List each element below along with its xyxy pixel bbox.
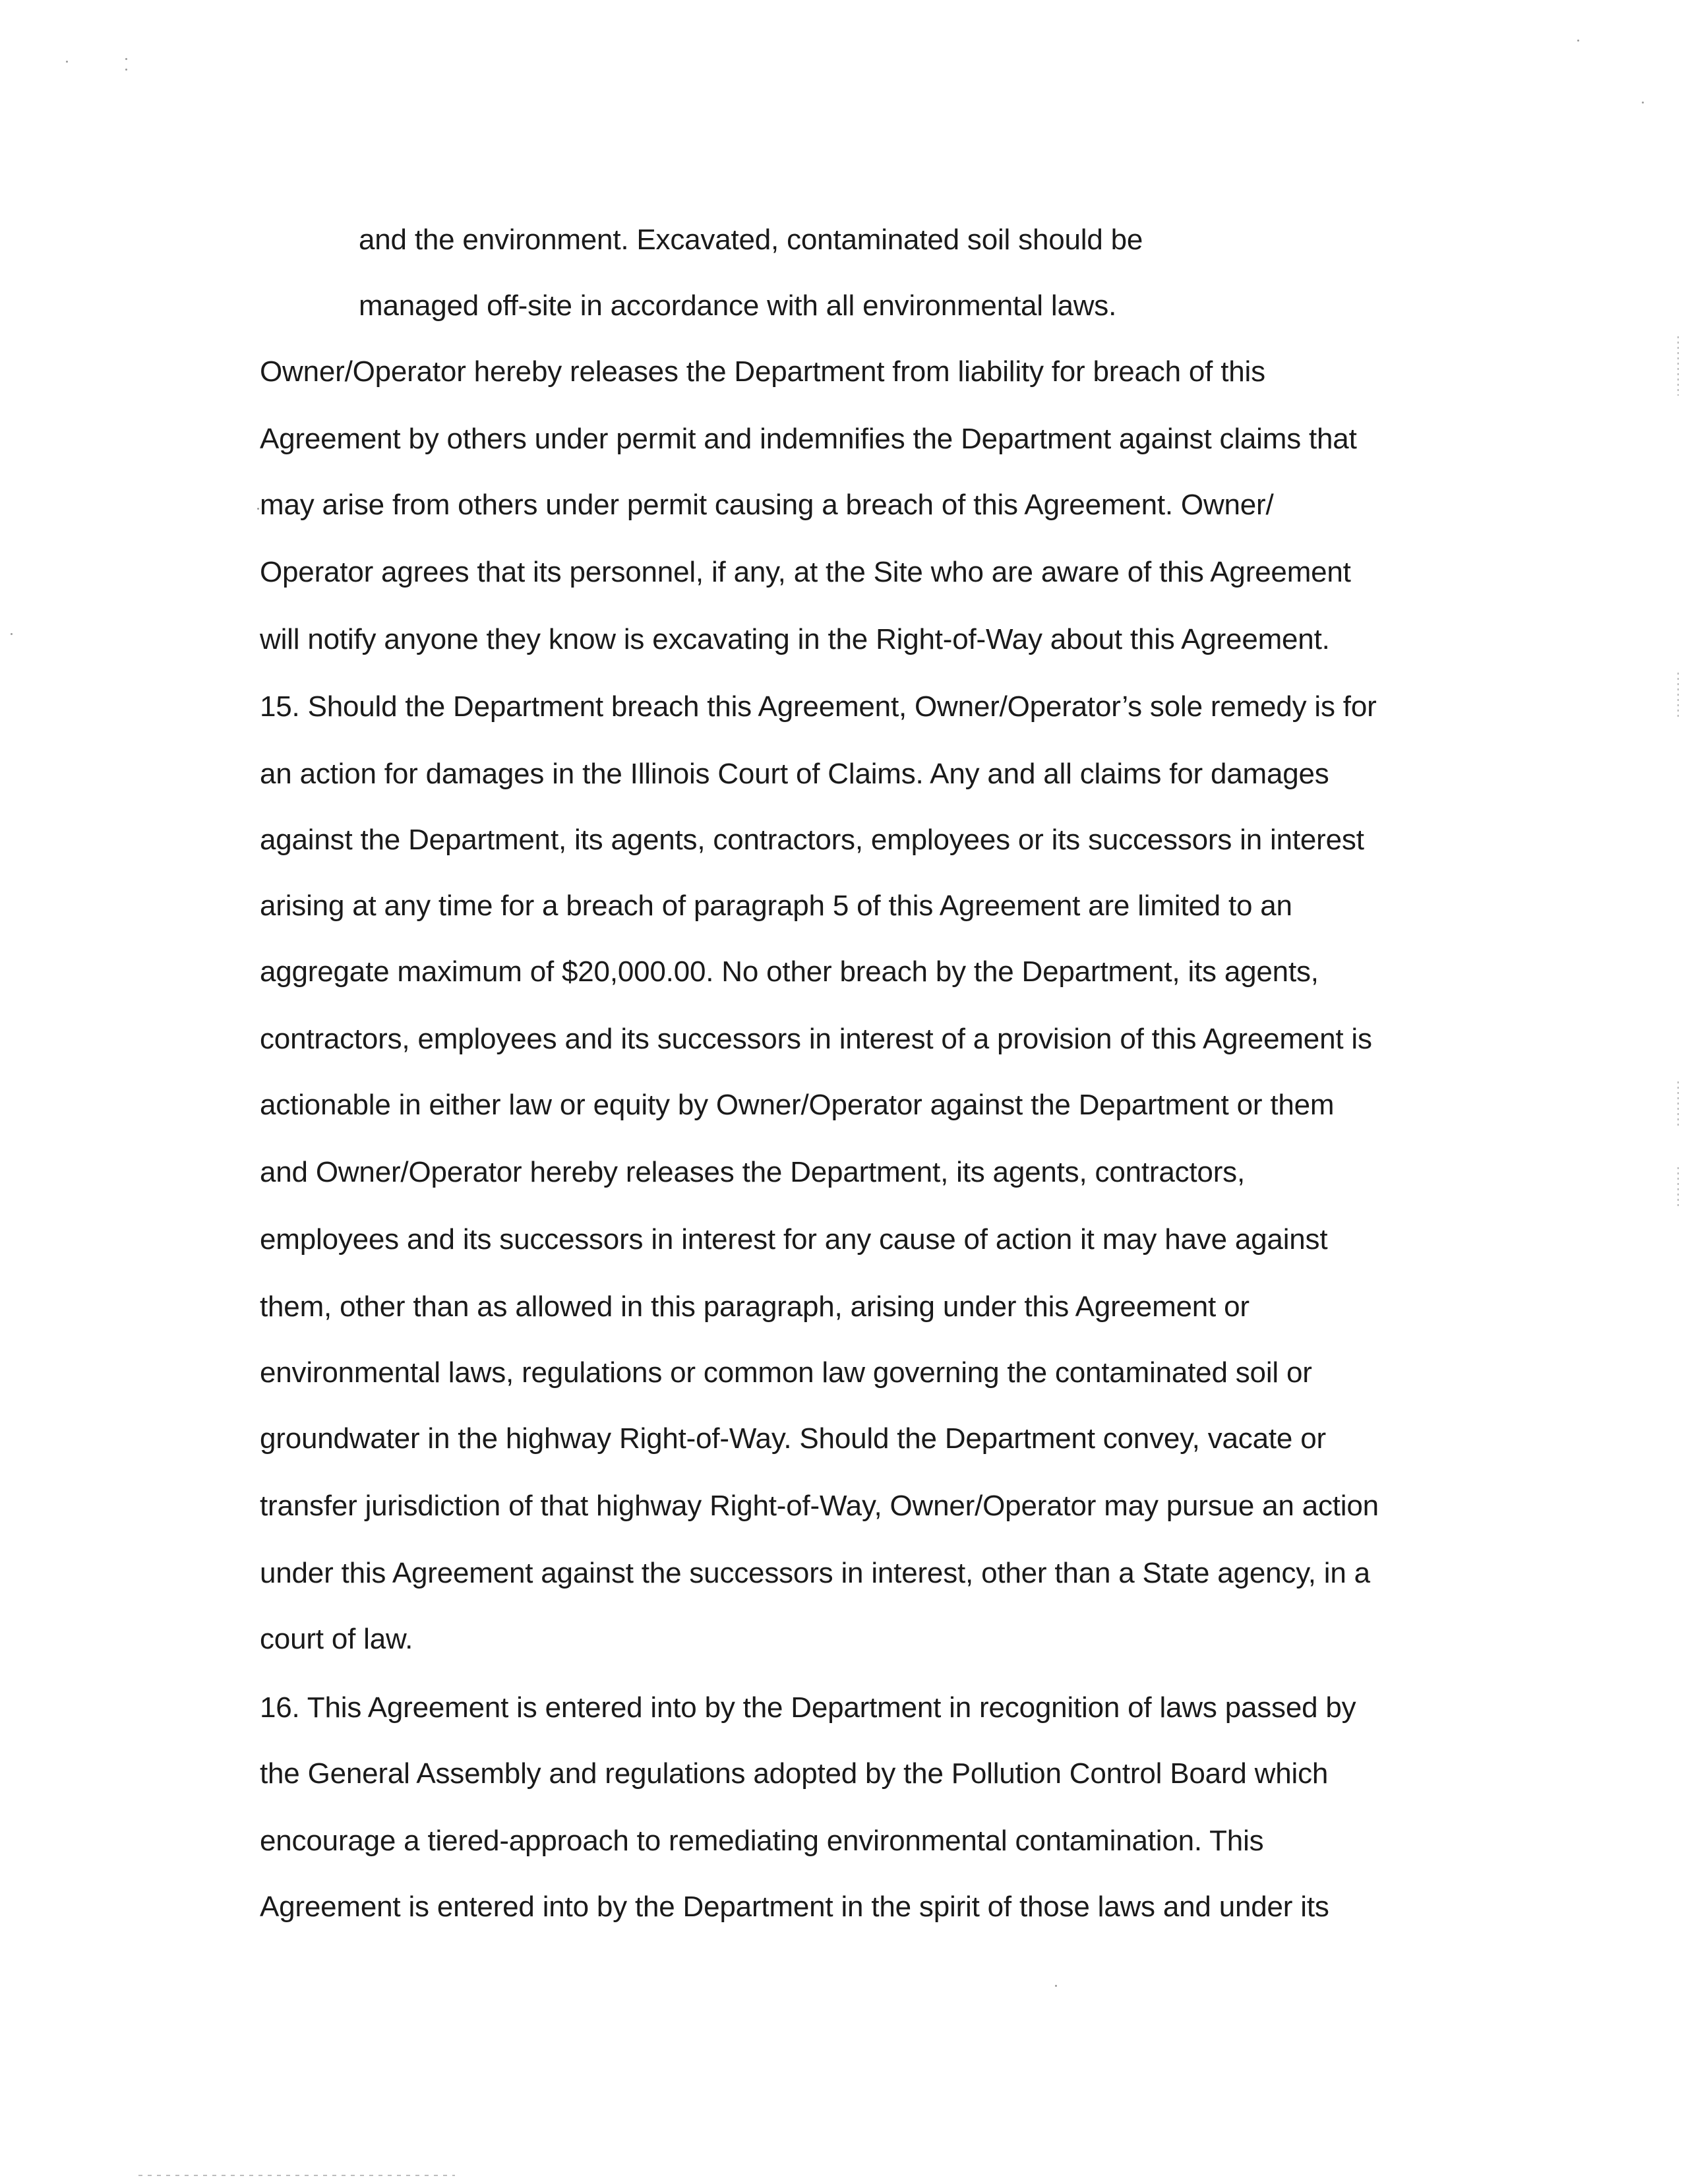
text-line-14: actionable in either law or equity by Owner/Operator against the Department or them (260, 1089, 1335, 1121)
paragraph-16-start: 16. This Agreement is entered into by the Department in recognition of laws passed by (260, 1691, 1356, 1724)
text-line-16: employees and its successors in interest for any cause of action it may have against (260, 1223, 1328, 1256)
edge-scan-marks (1677, 673, 1679, 719)
text-line-10: against the Department, its agents, contractors, employees or its successors in interest (260, 824, 1364, 856)
text-line-13: contractors, employees and its successors in interest of a provision of this Agreement is (260, 1023, 1372, 1055)
scan-speck (1055, 1985, 1057, 1987)
text-line-4: Agreement by others under permit and indemnifies the Department against claims that (260, 423, 1357, 455)
edge-scan-marks (1677, 1167, 1679, 1207)
text-line-5: may arise from others under permit causing a breach of this Agreement. Owner/ (260, 489, 1274, 521)
text-line-3: Owner/Operator hereby releases the Department from liability for breach of this (260, 355, 1265, 388)
scan-speck (11, 633, 13, 635)
text-line-9: an action for damages in the Illinois Court of Claims. Any and all claims for damages (260, 758, 1329, 790)
text-line-21: under this Agreement against the successors in interest, other than a State agency, in a (260, 1557, 1370, 1589)
text-line-18: environmental laws, regulations or common law governing the contaminated soil or (260, 1356, 1312, 1389)
bottom-scan-marks (138, 2175, 455, 2176)
text-line-20: transfer jurisdiction of that highway Right-of-Way, Owner/Operator may pursue an action (260, 1490, 1379, 1522)
text-line-24: the General Assembly and regulations adopted by the Pollution Control Board which (260, 1757, 1329, 1790)
text-line-19: groundwater in the highway Right-of-Way. Should the Department convey, vacate or (260, 1422, 1326, 1455)
scan-speck (257, 508, 259, 510)
text-line-12: aggregate maximum of $20,000.00. No other breach by the Department, its agents, (260, 956, 1319, 988)
scan-speck (66, 61, 68, 63)
edge-scan-marks (1677, 336, 1679, 396)
text-line-15: and Owner/Operator hereby releases the Department, its agents, contractors, (260, 1156, 1245, 1188)
text-line-2: managed off-site in accordance with all environmental laws. (359, 289, 1117, 322)
edge-scan-marks (1677, 1081, 1679, 1128)
scan-speck (1577, 40, 1579, 42)
scan-speck (1642, 102, 1644, 104)
text-line-1: and the environment. Excavated, contaminated soil should be (359, 224, 1143, 256)
text-line-11: arising at any time for a breach of paragraph 5 of this Agreement are limited to an (260, 890, 1292, 922)
text-line-22: court of law. (260, 1623, 413, 1655)
text-line-6: Operator agrees that its personnel, if any, at the Site who are aware of this Agreement (260, 556, 1351, 588)
scan-speck (125, 69, 127, 71)
text-line-26: Agreement is entered into by the Department in the spirit of those laws and under its (260, 1891, 1329, 1923)
text-line-17: them, other than as allowed in this paragraph, arising under this Agreement or (260, 1290, 1250, 1323)
scan-speck (125, 58, 127, 60)
text-line-7: will notify anyone they know is excavating in the Right-of-Way about this Agreement. (260, 623, 1330, 655)
text-line-25: encourage a tiered-approach to remediating environmental contamination. This (260, 1825, 1264, 1857)
paragraph-15-start: 15. Should the Department breach this Agreement, Owner/Operator’s sole remedy is for (260, 690, 1377, 723)
